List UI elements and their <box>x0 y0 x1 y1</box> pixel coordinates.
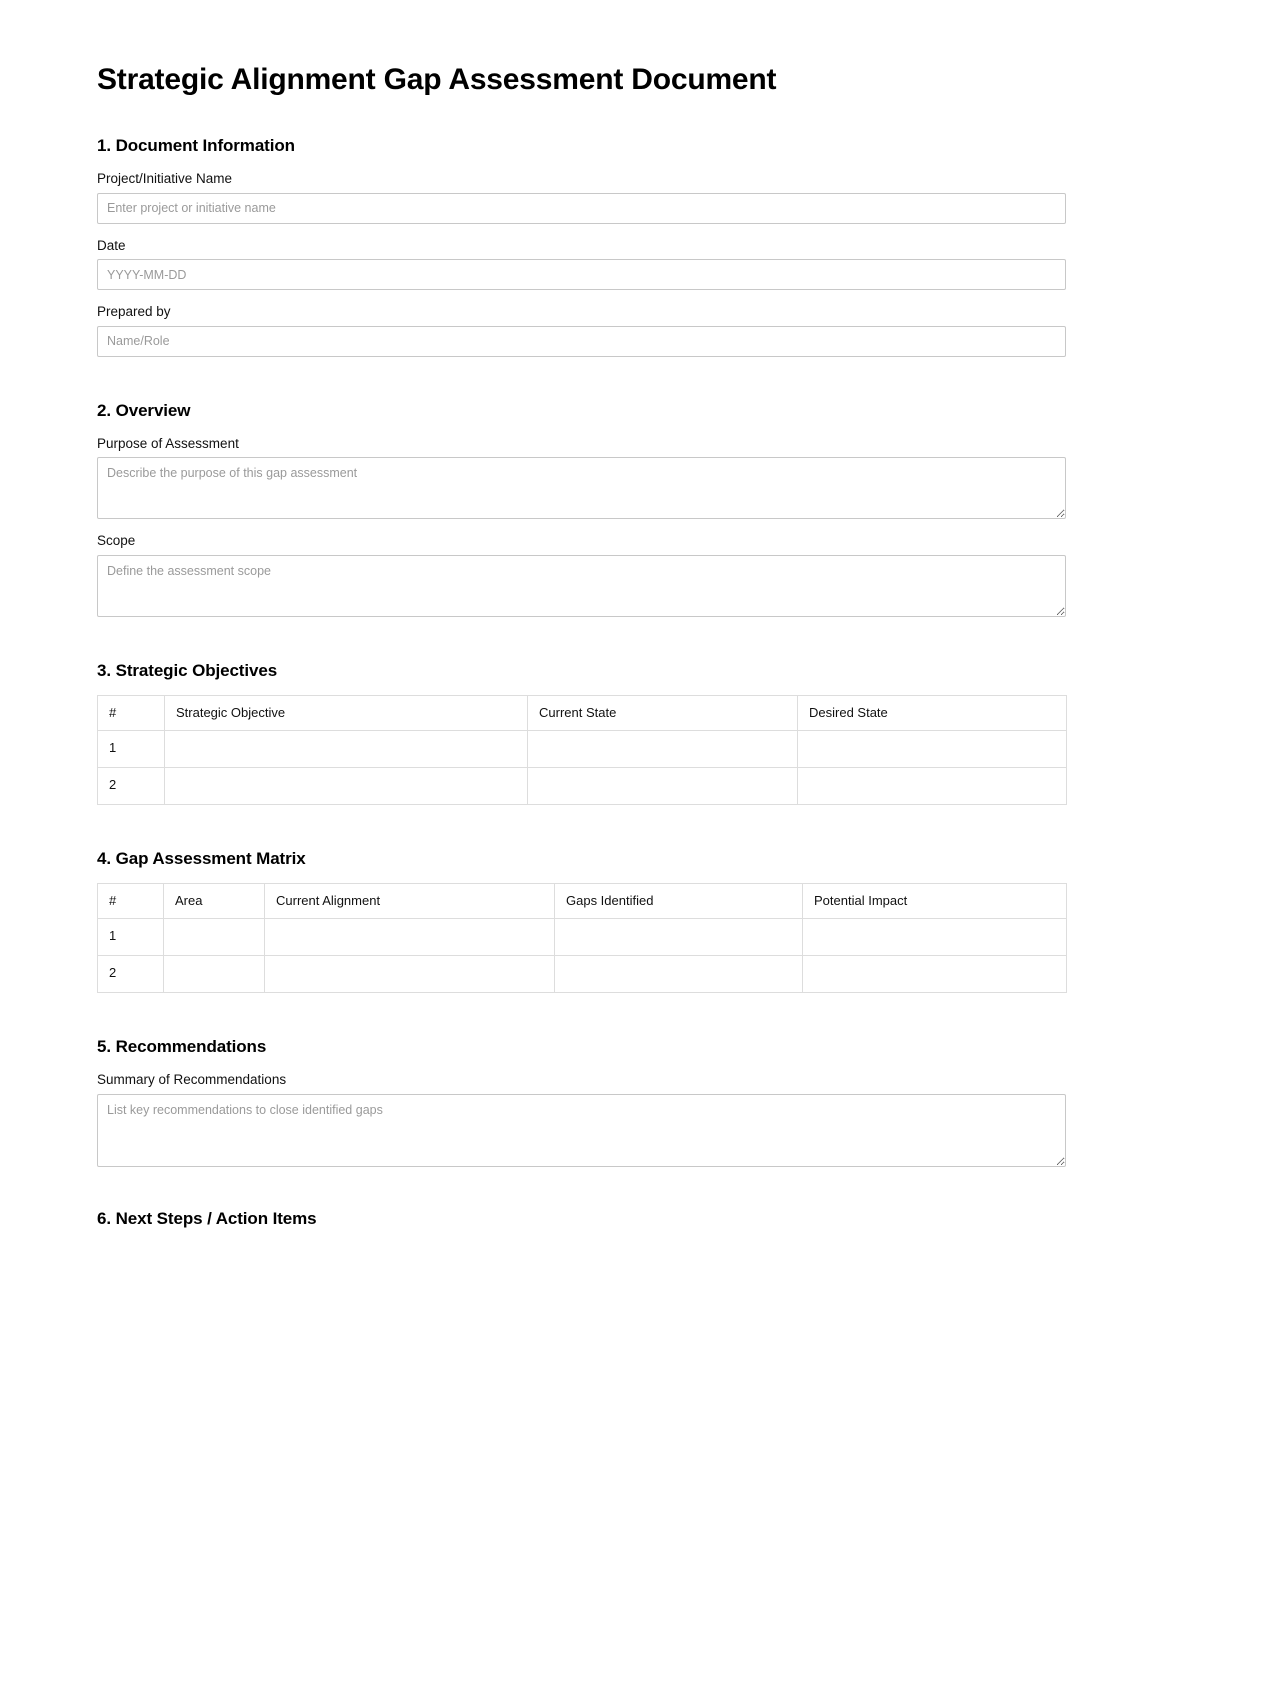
column-header-current-alignment: Current Alignment <box>265 883 555 918</box>
section-overview <box>97 401 1066 617</box>
label-scope: Scope <box>97 533 136 549</box>
section-heading-document-information: 1. Document Information <box>97 136 295 155</box>
section-heading-strategic-objectives: 3. Strategic Objectives <box>97 660 278 680</box>
table-row <box>98 919 1067 956</box>
table-header-row <box>98 695 1067 730</box>
page-title: Strategic Alignment Gap Assessment Document <box>97 63 777 96</box>
table-row <box>98 730 1067 767</box>
cell-potential-impact[interactable] <box>803 919 1067 956</box>
date-input[interactable] <box>97 259 1066 290</box>
cell-area[interactable] <box>164 956 265 993</box>
cell-current-state[interactable] <box>528 730 798 767</box>
section-heading-gap-assessment-matrix: 4. Gap Assessment Matrix <box>97 848 306 868</box>
cell-strategic-objective[interactable] <box>165 730 528 767</box>
strategic-objectives-table <box>97 695 1067 805</box>
column-header-potential-impact: Potential Impact <box>803 883 1067 918</box>
cell-area[interactable] <box>164 919 265 956</box>
cell-strategic-objective[interactable] <box>165 767 528 804</box>
section-document-information <box>97 136 1066 357</box>
section-heading-recommendations: 5. Recommendations <box>97 1037 267 1057</box>
section-recommendations <box>97 1037 1066 1167</box>
cell-current-state[interactable] <box>528 767 798 804</box>
field-scope <box>97 532 1066 617</box>
label-date: Date <box>97 237 126 253</box>
cell-desired-state[interactable] <box>798 767 1067 804</box>
cell-index: 1 <box>98 919 164 956</box>
scope-textarea[interactable] <box>97 555 1066 617</box>
section-strategic-objectives <box>97 661 1066 805</box>
field-purpose-of-assessment <box>97 435 1066 520</box>
label-prepared-by: Prepared by <box>97 304 171 320</box>
field-date <box>97 237 1066 291</box>
cell-current-alignment[interactable] <box>265 919 555 956</box>
column-header-index: # <box>98 695 165 730</box>
table-row <box>98 956 1067 993</box>
column-header-current-state: Current State <box>528 695 798 730</box>
cell-gaps-identified[interactable] <box>555 956 803 993</box>
table-row <box>98 767 1067 804</box>
cell-index: 1 <box>98 730 165 767</box>
section-next-steps <box>97 1209 1066 1229</box>
gap-assessment-matrix-table <box>97 883 1067 993</box>
cell-potential-impact[interactable] <box>803 956 1067 993</box>
project-name-input[interactable] <box>97 193 1066 224</box>
table-header-row <box>98 883 1067 918</box>
purpose-of-assessment-textarea[interactable] <box>97 457 1066 519</box>
section-heading-next-steps: 6. Next Steps / Action Items <box>97 1208 317 1228</box>
field-project-name <box>97 170 1066 224</box>
section-gap-assessment-matrix <box>97 849 1066 993</box>
cell-current-alignment[interactable] <box>265 956 555 993</box>
prepared-by-input[interactable] <box>97 326 1066 357</box>
label-summary-of-recommendations: Summary of Recommendations <box>97 1072 287 1088</box>
cell-index: 2 <box>98 956 164 993</box>
summary-of-recommendations-textarea[interactable] <box>97 1094 1066 1167</box>
column-header-index: # <box>98 883 164 918</box>
field-prepared-by <box>97 303 1066 357</box>
column-header-gaps-identified: Gaps Identified <box>555 883 803 918</box>
cell-index: 2 <box>98 767 165 804</box>
label-project-name: Project/Initiative Name <box>97 171 233 186</box>
column-header-desired-state: Desired State <box>798 695 1067 730</box>
column-header-area: Area <box>164 883 265 918</box>
column-header-strategic-objective: Strategic Objective <box>165 695 528 730</box>
label-purpose-of-assessment: Purpose of Assessment <box>97 435 239 451</box>
field-summary-of-recommendations <box>97 1071 1066 1167</box>
cell-gaps-identified[interactable] <box>555 919 803 956</box>
cell-desired-state[interactable] <box>798 730 1067 767</box>
section-heading-overview: 2. Overview <box>97 400 191 420</box>
